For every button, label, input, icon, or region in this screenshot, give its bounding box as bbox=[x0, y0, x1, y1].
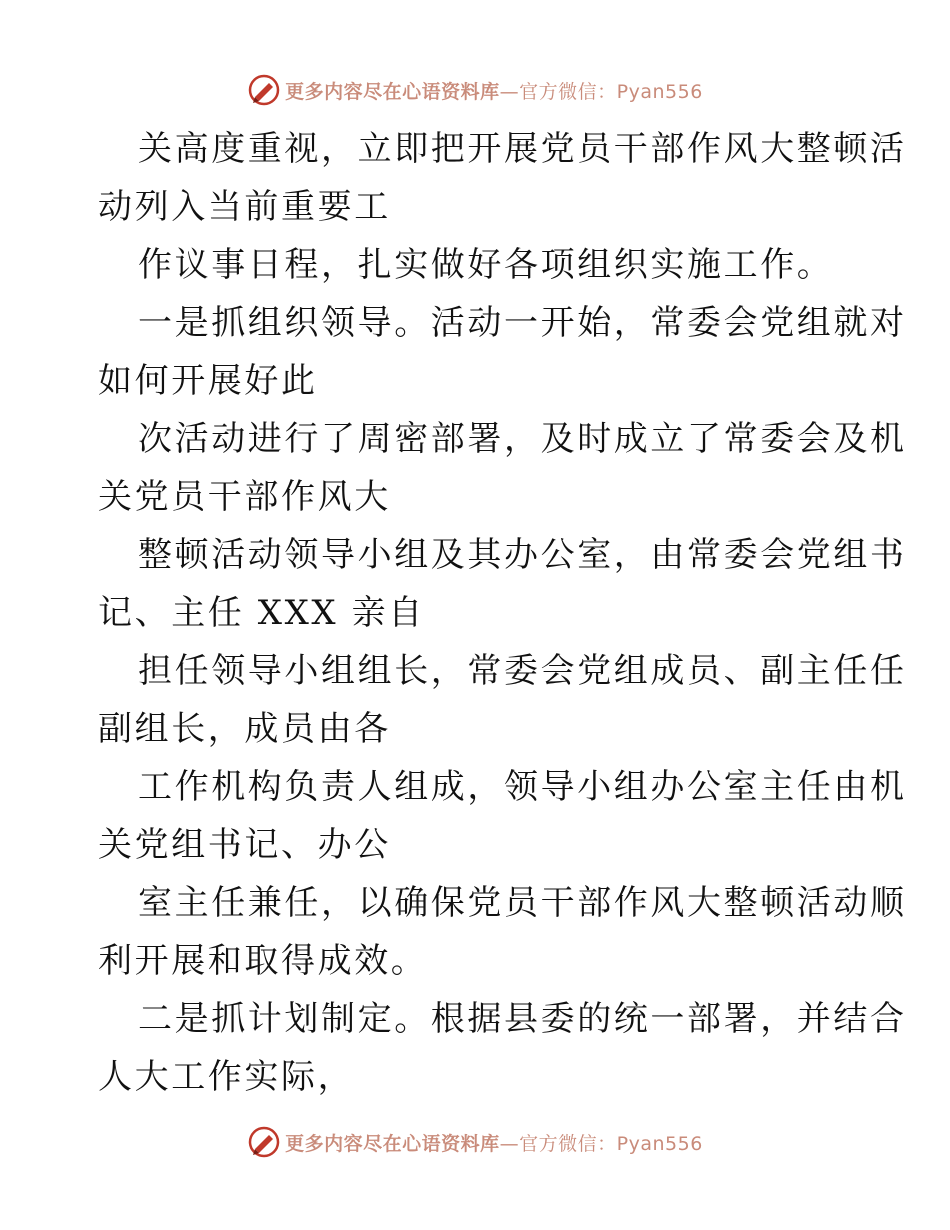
text-line: 工作机构负责人组成，领导小组办公室主任由机 bbox=[138, 767, 907, 807]
text-line: 关党组书记、办公 bbox=[98, 825, 391, 865]
watermark-wechat: 官方微信：Pyan556 bbox=[519, 1132, 703, 1155]
header-watermark bbox=[0, 70, 950, 110]
footer-watermark bbox=[0, 1122, 950, 1162]
text-line: 室主任兼任，以确保党员干部作风大整顿活动顺 bbox=[138, 883, 907, 923]
watermark-dash: — bbox=[499, 80, 520, 103]
text-line: 担任领导小组组长，常委会党组成员、副主任任 bbox=[138, 651, 907, 691]
watermark-brand: 更多内容尽在心语资料库 bbox=[285, 80, 500, 103]
text-line: 关党员干部作风大 bbox=[98, 477, 391, 517]
text-line: 关高度重视，立即把开展党员干部作风大整顿活 bbox=[138, 129, 907, 169]
text-line: 一是抓组织领导。活动一开始，常委会党组就对 bbox=[138, 303, 907, 343]
text-line: 整顿活动领导小组及其办公室，由常委会党组书 bbox=[138, 535, 907, 575]
watermark-dash: — bbox=[499, 1132, 520, 1155]
text-line: 动列入当前重要工 bbox=[98, 187, 391, 227]
text-line: 次活动进行了周密部署，及时成立了常委会及机 bbox=[138, 419, 907, 459]
pen-logo-icon bbox=[247, 73, 281, 107]
text-line: 副组长，成员由各 bbox=[98, 709, 391, 749]
text-line: 如何开展好此 bbox=[98, 361, 318, 401]
text-line: 作议事日程，扎实做好各项组织实施工作。 bbox=[138, 245, 834, 285]
text-line: 人大工作实际， bbox=[98, 1057, 355, 1097]
watermark-brand: 更多内容尽在心语资料库 bbox=[285, 1132, 500, 1155]
text-line: 记、主任 XXX 亲自 bbox=[98, 593, 425, 633]
watermark-wechat: 官方微信：Pyan556 bbox=[519, 80, 703, 103]
text-line: 利开展和取得成效。 bbox=[98, 941, 428, 981]
document-body bbox=[98, 120, 907, 1106]
pen-logo-icon bbox=[247, 1125, 281, 1159]
text-line: 二是抓计划制定。根据县委的统一部署，并结合 bbox=[138, 999, 907, 1039]
